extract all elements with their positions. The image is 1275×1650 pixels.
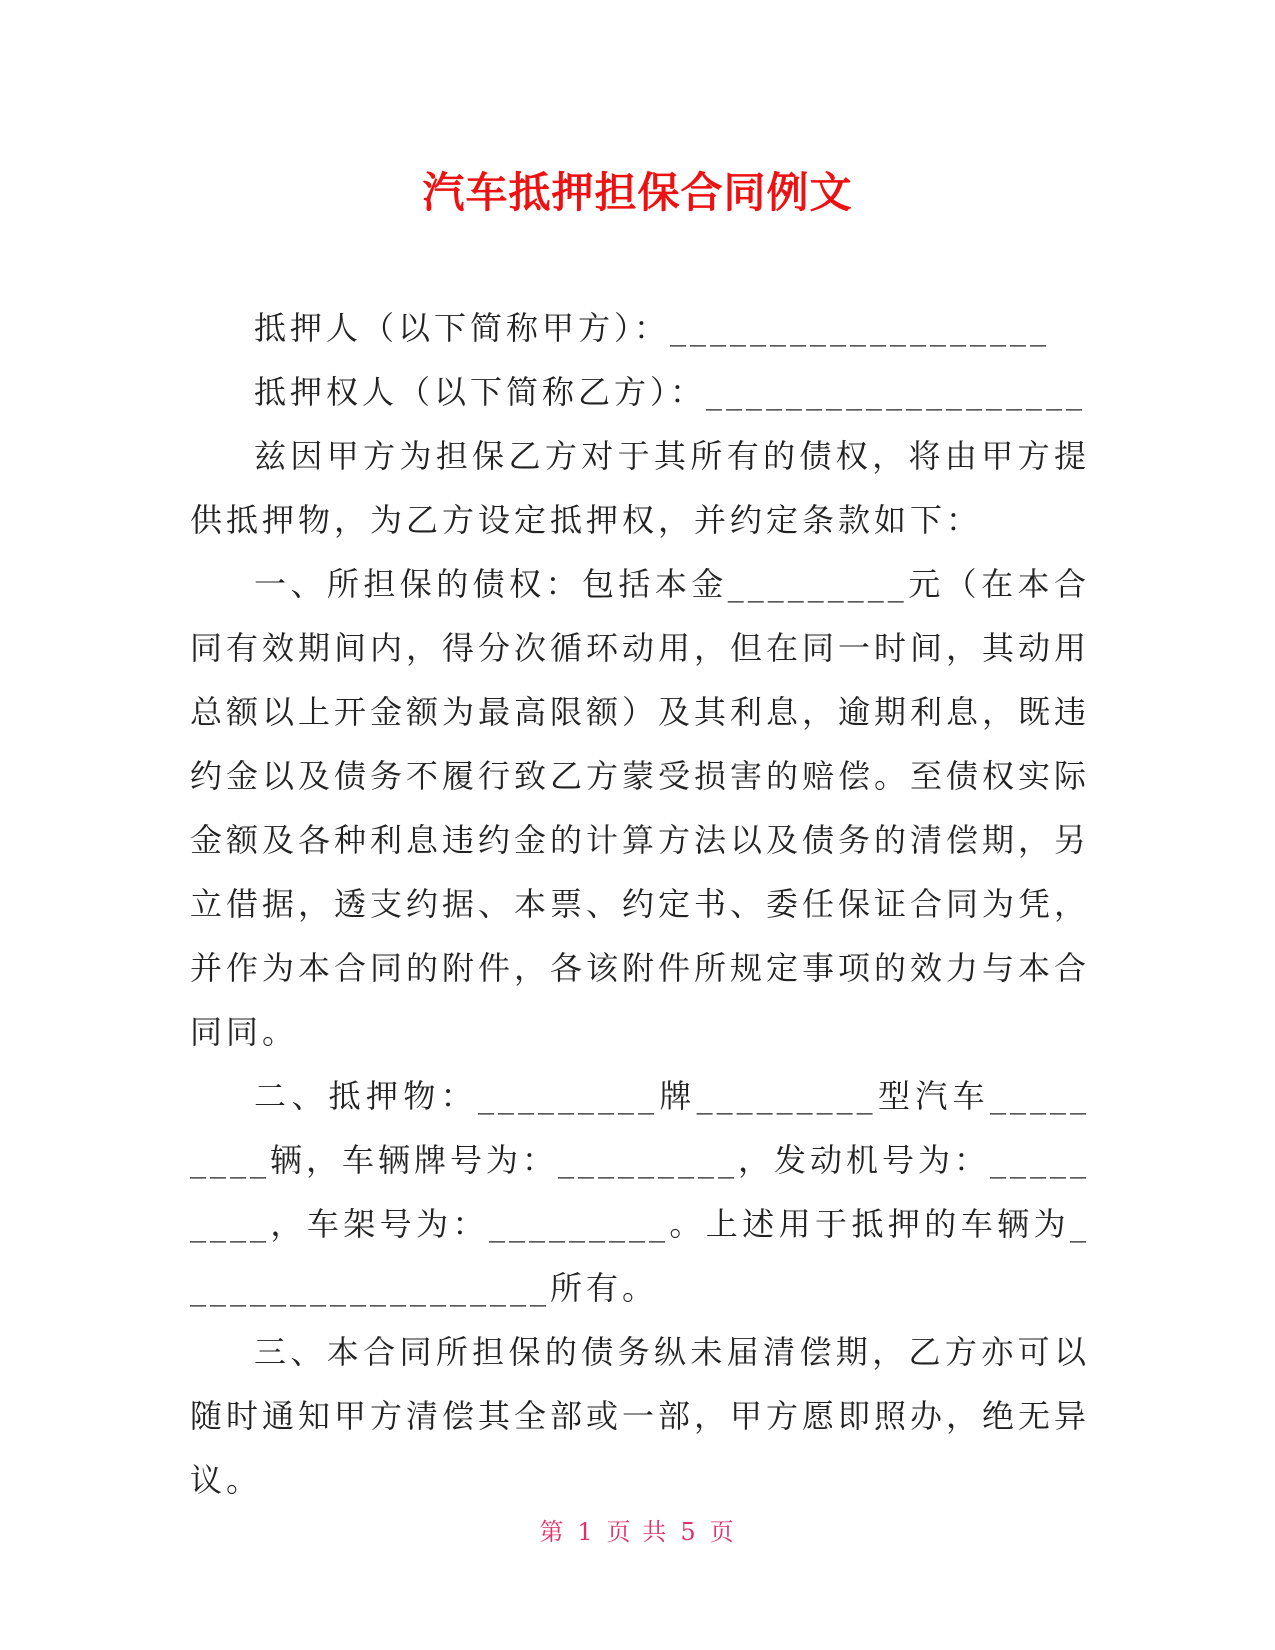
- footer-middle: 页 共: [606, 1518, 669, 1546]
- clause-3-paragraph: 三、本合同所担保的债务纵未届清偿期，乙方亦可以随时通知甲方清偿其全部或一部，甲方愿即照办，绝无异议。: [190, 1333, 1091, 1499]
- document-body: [190, 296, 1090, 1512]
- party-a-line: 抵押人（以下简称甲方）：___________________: [254, 309, 1051, 347]
- footer-prefix: 第: [539, 1518, 566, 1546]
- footer-suffix: 页: [709, 1518, 736, 1546]
- page-footer: [0, 1512, 1275, 1547]
- clause-1-paragraph: 一、所担保的债权：包括本金_________元（在本合同有效期间内，得分次循环动用，但在同一时间，其动用总额以上开金额为最高限额）及其利息，逾期利息，既违约金以及债务不履行致乙方蒙受损害的赔偿。至债权实际金额及各种利息违约金的计算方法以及债务的清偿期，另立借据，透支约据、本票、约定书、委任保证合同为凭，并作为本合同的附件，各该附件所规定事项的效力与本合同同。: [190, 565, 1091, 1051]
- footer-page-number: 1: [577, 1518, 595, 1546]
- footer-total-pages: 5: [680, 1518, 698, 1546]
- preamble-paragraph: 兹因甲方为担保乙方对于其所有的债权，将由甲方提供抵押物，为乙方设定抵押权，并约定条款如下：: [190, 437, 1090, 539]
- clause-2-paragraph: 二、抵押物：_________牌_________型汽车_________辆，车辆牌号为：_________，发动机号为：_________，车架号为：_________。上述用于抵押的车辆为___________________所有。: [190, 1077, 1091, 1307]
- party-b-line: 抵押权人（以下简称乙方）：___________________: [254, 373, 1087, 411]
- document-title: 汽车抵押担保合同例文: [422, 168, 853, 217]
